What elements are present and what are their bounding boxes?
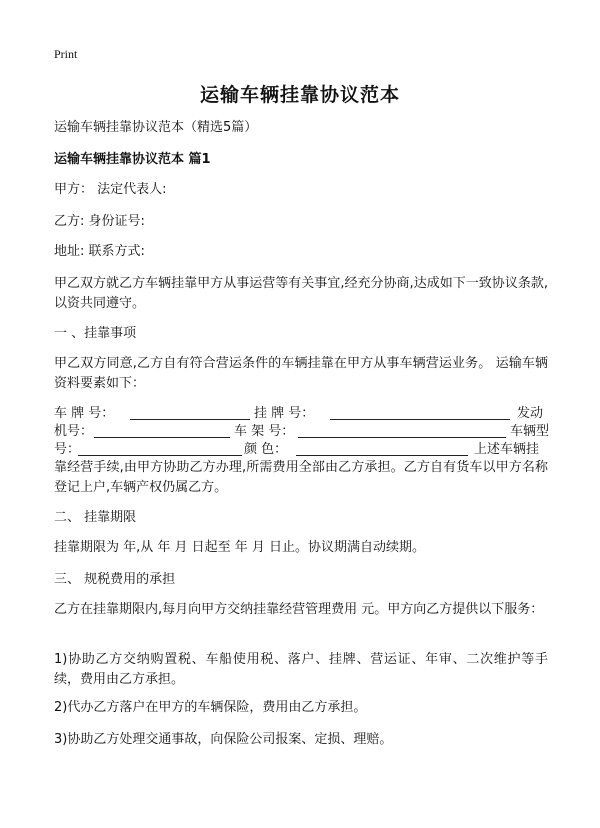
service-item-3: 3)协助乙方处理交通事故，向保险公司报案、定损、理赔。 [54,732,393,747]
vehicle-model-label: 车辆型 [510,424,550,439]
service-item-2: 2)代办乙方落户在甲方的车辆保险，费用由乙方承担。 [54,700,367,715]
intro-paragraph: 甲乙双方就乙方车辆挂靠甲方从事运营等有关事宜,经充分协商,达成如下一致协议条款,以资共同遵守。 [54,276,548,311]
clause-1-continuation: 靠经营手续,由甲方协助乙方办理,所需费用全部由乙方承担。乙方自有货车以甲方名称登记上户,车辆产权仍属乙方。 [54,460,548,495]
clause-3-paragraph: 乙方在挂靠期限内,每月向甲方交纳挂靠经营管理费用 元。甲方向乙方提供以下服务： [54,602,544,617]
clause-1-heading: 一 、挂靠事项 [54,326,137,341]
clause-2-heading: 二、 挂靠期限 [54,510,137,525]
clause-1-paragraph: 甲乙双方同意,乙方自有符合营运条件的车辆挂靠在甲方从事车辆营运业务。 运输车辆资料要素如下： [54,356,548,391]
frame-blank [298,437,506,438]
address-line: 地址: 联系方式: [54,244,145,259]
section-heading: 运输车辆挂靠协议范本 篇1 [54,152,211,167]
party-b-line: 乙方: 身份证号: [54,214,145,229]
plate-blank [130,419,250,420]
engine-label: 发动 [517,406,544,421]
print-label: Print [54,47,78,61]
document-subtitle: 运输车辆挂靠协议范本（精选5篇） [54,120,258,135]
frame-label: 车 架 号： [234,424,295,439]
tail-text: 上述车辆挂 [474,442,540,457]
party-a-line: 甲方： 法定代表人: [54,182,167,197]
service-item-1: 1)协助乙方交纳购置税、车船使用税、落户、挂牌、营运证、年审、二次维护等手续，费用由乙方承担。 [54,652,548,687]
color-blank [296,455,468,456]
document-title: 运输车辆挂靠协议范本 [199,84,400,106]
plate-label: 车 牌 号： [54,406,115,421]
engine-no-label: 机号： [54,424,94,439]
clause-3-heading: 三、 规税费用的承担 [54,572,176,587]
model-no-label: 号： [54,442,81,457]
vehicle-fields-row-3 [54,440,548,460]
model-no-blank [78,455,242,456]
trailer-plate-blank [330,419,510,420]
engine-no-blank [94,437,230,438]
vehicle-fields-row-2 [54,422,548,442]
color-label: 颜 色： [244,442,288,457]
clause-2-paragraph: 挂靠期限为 年,从 年 月 日起至 年 月 日止。协议期满自动续期。 [54,540,426,555]
trailer-plate-label: 挂 牌 号： [254,406,315,421]
vehicle-fields-row-1 [54,404,548,424]
